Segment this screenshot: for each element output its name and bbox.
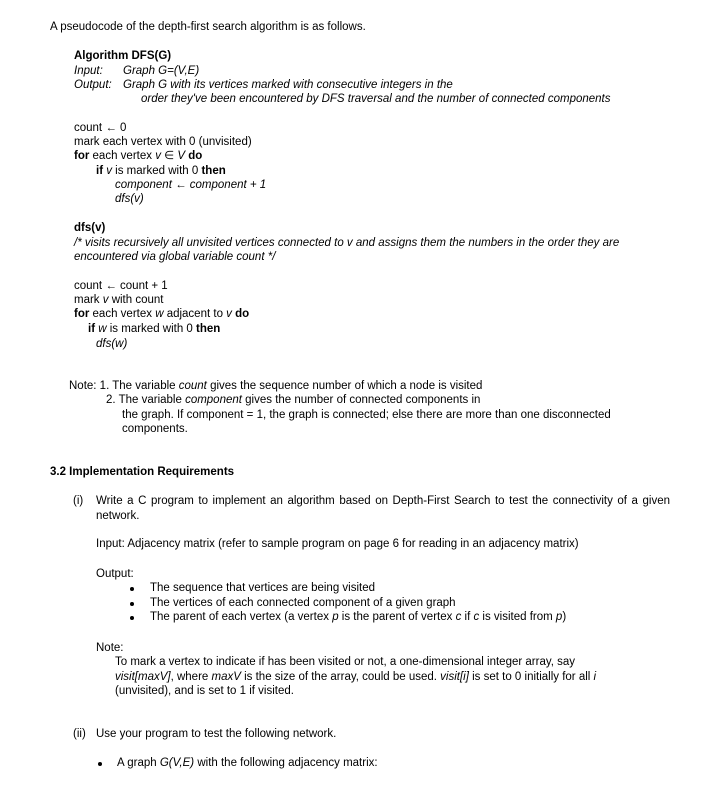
bullet-dot — [130, 616, 134, 620]
note-label: Note: — [96, 642, 124, 654]
dfs-mark-vertex: mark v with count — [74, 294, 164, 306]
code-component-increment: component ← component + 1 — [115, 179, 267, 191]
code-for-each-vertex: for each vertex v ∈ V do — [74, 150, 203, 162]
dfs-comment-line-1: /* visits recursively all unvisited vertices connected to v and assigns them the numbers in the order they are — [74, 237, 620, 249]
algorithm-title: Algorithm DFS(G) — [74, 50, 172, 62]
item-1-number: (i) — [73, 495, 84, 507]
note-1-line-1: Note: 1. The variable count gives the sequence number of which a node is visited — [69, 380, 483, 392]
algorithm-output-label: Output: — [74, 79, 112, 91]
output-label: Output: — [96, 568, 134, 580]
note-line-1: To mark a vertex to indicate if has been visited or not, a one-dimensional integer array, say — [115, 656, 576, 668]
algorithm-output-text-1: Graph G with its vertices marked with consecutive integers in the — [123, 79, 453, 91]
algorithm-input-label: Input: — [74, 65, 103, 77]
code-dfs-call: dfs(v) — [115, 193, 144, 205]
algorithm-output-text-2: order they've been encountered by DFS traversal and the number of connected components — [141, 93, 611, 105]
output-bullet-2: The vertices of each connected component of a given graph — [150, 597, 456, 609]
dfs-function-header: dfs(v) — [74, 222, 106, 234]
output-bullet-1: The sequence that vertices are being visited — [150, 582, 376, 594]
intro-text: A pseudocode of the depth-first search algorithm is as follows. — [50, 21, 366, 33]
code-mark-all: mark each vertex with 0 (unvisited) — [74, 136, 252, 148]
item-2-text: Use your program to test the following network. — [96, 728, 337, 740]
input-description: Input: Adjacency matrix (refer to sample program on page 6 for reading in an adjacency matrix) — [96, 538, 579, 550]
item-1-text: Write a C program to implement an algorithm based on Depth-First Search to test the connectivity of a given network. — [96, 495, 670, 522]
item-2-number: (ii) — [73, 728, 86, 740]
note-1-line-4: components. — [122, 423, 188, 435]
dfs-comment-line-2: encountered via global variable count */ — [74, 251, 276, 263]
dfs-recursive-call: dfs(w) — [96, 338, 128, 350]
bullet-dot — [98, 762, 102, 766]
algorithm-input-text: Graph G=(V,E) — [123, 65, 200, 77]
dfs-for-adjacent: for each vertex w adjacent to v do — [74, 308, 250, 320]
section-heading: 3.2 Implementation Requirements — [50, 466, 235, 478]
code-count-assign: count ← 0 — [74, 122, 127, 134]
note-line-2: visit[maxV], where maxV is the size of the array, could be used. visit[i] is set to 0 initially for all i — [115, 671, 597, 683]
note-line-3: (unvisited), and is set to 1 if visited. — [115, 685, 294, 697]
dfs-if-unvisited: if w is marked with 0 then — [88, 323, 221, 335]
output-bullet-3: The parent of each vertex (a vertex p is the parent of vertex c if c is visited from p) — [150, 611, 567, 623]
dfs-count-increment: count ← count + 1 — [74, 280, 168, 292]
note-1-line-3: the graph. If component = 1, the graph is connected; else there are more than one disconnected — [122, 409, 611, 421]
final-bullet: A graph G(V,E) with the following adjacency matrix: — [117, 757, 378, 769]
code-if-unvisited: if v is marked with 0 then — [96, 165, 226, 177]
note-1-line-2: 2. The variable component gives the number of connected components in — [106, 394, 481, 406]
bullet-dot — [130, 587, 134, 591]
bullet-dot — [130, 602, 134, 606]
